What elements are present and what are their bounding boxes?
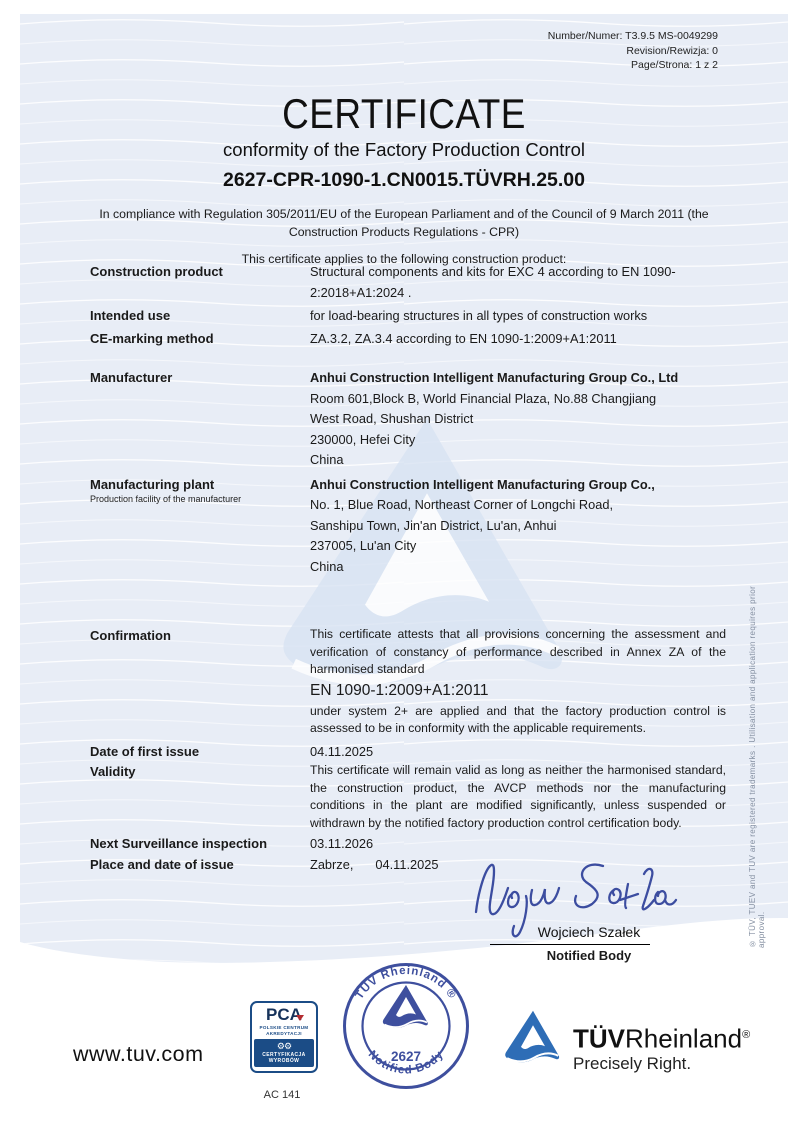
address-line: No. 1, Blue Road, Northeast Corner of Longchi Road, xyxy=(310,497,614,512)
field-label: Confirmation xyxy=(90,628,171,643)
row-confirmation xyxy=(90,626,726,738)
stamp-arc-top-text: TÜV Rheinland ® xyxy=(353,964,459,1002)
manufacturer-address xyxy=(310,368,726,471)
brand-rheinland: Rheinland xyxy=(625,1023,743,1054)
field-label: Intended use xyxy=(90,308,171,323)
trademark-note: ® TÜV, TUEV and TUV are registered trademarks . Utilisation and application requires prior approval. xyxy=(748,585,766,948)
document-number: Number/Numer: T3.9.5 MS-0049299 xyxy=(547,30,718,42)
tuv-triangle-icon xyxy=(503,1008,563,1064)
registered-mark-icon: ® xyxy=(742,1029,751,1041)
field-label: Construction product xyxy=(90,264,223,279)
field-value: This certificate will remain valid as long as neither the harmonised standard, the construction product, the AVCP methods nor the manufacturing conditions in the plant are modified significantly, unless suspended or withdrawn by the notified factory production control certification body. xyxy=(310,763,726,830)
document-page: Page/Strona: 1 z 2 xyxy=(631,59,718,71)
brand-tuv: TÜV xyxy=(573,1023,625,1054)
stamp-number: 2627 xyxy=(390,1049,422,1064)
title-block xyxy=(20,90,788,266)
field-label: Next Surveillance inspection xyxy=(90,836,268,851)
signature-block xyxy=(468,850,683,965)
address-line: West Road, Shushan District xyxy=(310,411,474,426)
notified-body-stamp xyxy=(341,961,471,1091)
stamp-arc-bottom-text: Notified Body xyxy=(365,1048,447,1077)
tuv-website: www.tuv.com xyxy=(73,1042,204,1066)
plant-name: Anhui Construction Intelligent Manufacturing Group Co., xyxy=(310,476,655,492)
confirmation-paragraph: This certificate attests that all provisions concerning the assessment and verification of constancy of performance described in Annex ZA of the harmonised standard xyxy=(310,627,726,676)
address-line: 237005, Lu'an City xyxy=(310,538,417,553)
brand-tagline: Precisely Right. xyxy=(573,1053,692,1073)
tuv-rheinland-logo xyxy=(503,1008,750,1074)
field-value: ZA.3.2, ZA.3.4 according to EN 1090-1:2009+A1:2011 xyxy=(310,330,617,346)
row-ce-marking xyxy=(90,329,726,350)
pca-certification-box: ⚙⚙ CERTYFIKACJA WYROBÓW xyxy=(254,1039,314,1067)
signatory-role: Notified Body xyxy=(546,948,632,963)
issue-place: Zabrze, xyxy=(310,856,354,872)
field-label: Place and date of issue xyxy=(90,856,234,872)
row-intended-use xyxy=(90,306,726,327)
signatory-name: Wojciech Szałek xyxy=(537,924,641,940)
address-line: 230000, Hefei City xyxy=(310,431,416,447)
row-manufacturing-plant xyxy=(90,475,726,578)
confirmation-text xyxy=(310,626,726,738)
address-line: Room 601,Block B, World Financial Plaza, No.88 Changjiang xyxy=(310,390,657,406)
certificate-title: CERTIFICATE xyxy=(282,90,526,137)
certificate-fields-upper xyxy=(90,262,726,577)
plant-sublabel: Production facility of the manufacturer xyxy=(90,493,242,504)
address-line: China xyxy=(310,558,344,574)
plant-label: Manufacturing plant xyxy=(90,476,215,492)
gears-icon: ⚙⚙ xyxy=(276,1041,292,1051)
certificate-subtitle: conformity of the Factory Production Control xyxy=(223,139,585,160)
field-value: Structural components and kits for EXC 4 according to EN 1090-2:2018+A1:2024 . xyxy=(310,264,676,300)
manufacturer-name: Anhui Construction Intelligent Manufacturing Group Co., Ltd xyxy=(310,370,679,385)
compliance-statement: In compliance with Regulation 305/2011/EU of the European Parliament and of the Council of 9 March 2011 (the Construction Products Regulations - CPR) xyxy=(99,207,709,239)
harmonised-standard: EN 1090-1:2009+A1:2011 xyxy=(310,681,489,699)
field-label: CE-marking method xyxy=(90,330,214,346)
pca-accreditation-code: AC 141 xyxy=(263,1089,301,1101)
applies-statement: This certificate applies to the following construction product: xyxy=(241,252,567,266)
certificate-number: 2627-CPR-1090-1.CN0015.TÜVRH.25.00 xyxy=(222,169,586,191)
brand-text xyxy=(573,1022,750,1074)
signature-rule xyxy=(490,944,650,945)
field-label: Validity xyxy=(90,764,136,779)
address-line: Sanshipu Town, Jin'an District, Lu'an, Anhui xyxy=(310,517,557,533)
row-manufacturer xyxy=(90,368,726,471)
field-label: Date of first issue xyxy=(90,743,200,759)
field-value: 04.11.2025 xyxy=(310,743,374,759)
row-validity xyxy=(90,762,726,832)
field-value: for load-bearing structures in all types of construction works xyxy=(310,308,648,323)
pca-logo xyxy=(250,1001,318,1073)
confirmation-paragraph: under system 2+ are applied and that the factory production control is assessed to be in conformity with the applicable requirements. xyxy=(310,703,726,735)
row-construction-product xyxy=(90,262,726,303)
address-line: China xyxy=(310,452,344,467)
certificate-fields-lower xyxy=(90,626,726,875)
plant-address xyxy=(310,475,726,578)
document-meta xyxy=(548,29,718,73)
issue-date: 04.11.2025 xyxy=(375,856,439,872)
pca-red-triangle-icon xyxy=(296,1015,304,1021)
document-revision: Revision/Rewizja: 0 xyxy=(626,44,718,57)
field-label: Manufacturer xyxy=(90,370,173,385)
pca-acronym: PCA xyxy=(254,1006,314,1023)
field-value: 03.11.2026 xyxy=(310,836,374,851)
field-label xyxy=(90,475,310,578)
pca-org-name: POLSKIE CENTRUM AKREDYTACJI xyxy=(259,1025,309,1036)
row-first-issue xyxy=(90,742,726,763)
